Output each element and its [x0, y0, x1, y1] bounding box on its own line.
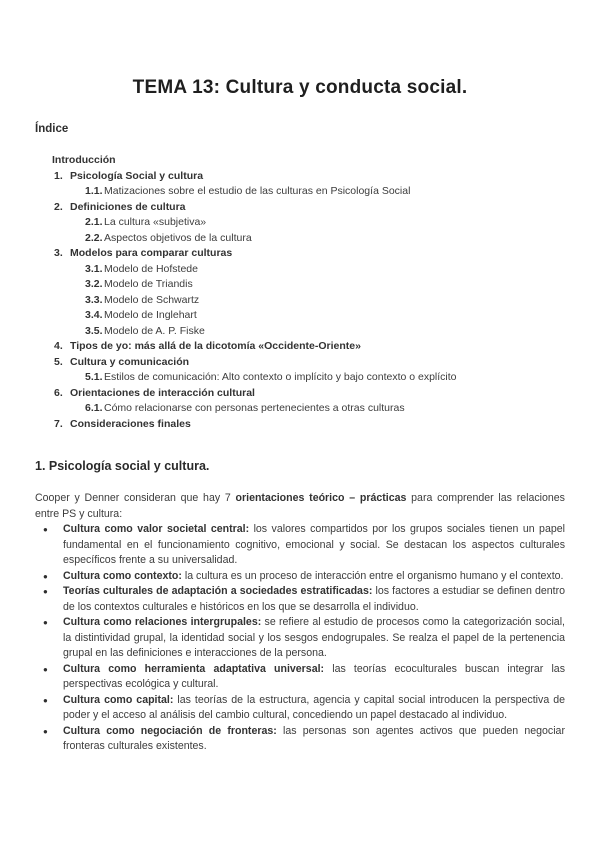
bullet-item-negociacion-fronteras	[35, 724, 565, 755]
index-item-introduccion	[52, 153, 565, 169]
bullet-icon: ●	[43, 587, 48, 596]
index-item-number: 2.1.	[85, 216, 103, 228]
bullet-item-contexto	[35, 569, 565, 585]
index-item-1-1	[85, 184, 565, 200]
bullet-lead: Cultura como valor societal central:	[63, 523, 250, 535]
bullet-icon: ●	[43, 664, 48, 674]
page-title: TEMA 13: Cultura y conducta social.	[132, 77, 468, 98]
index-item-number: 6.	[54, 386, 63, 399]
index-item-label: Orientaciones de interacción cultural	[70, 386, 255, 399]
index-item-label: La cultura «subjetiva»	[104, 216, 207, 228]
bullet-lead: Cultura como herramienta adaptativa universal:	[63, 662, 325, 675]
index-item-number: 5.1.	[85, 371, 103, 383]
bullet-text: las teorías ecoculturales buscan integrar las perspectivas ecológica y cultural.	[63, 662, 565, 690]
index-item-label: Aspectos objetivos de la cultura	[104, 231, 252, 244]
index-item-3	[54, 246, 565, 262]
index-item-label: Matizaciones sobre el estudio de las culturas en Psicología Social	[104, 185, 411, 197]
bullet-text: las personas son agentes activos que pueden negociar fronteras culturales existentes.	[63, 724, 565, 752]
index-item-2-2	[85, 231, 565, 247]
intro-paragraph	[35, 491, 565, 522]
intro-text-post: para comprender las relaciones entre PS y cultura:	[35, 492, 565, 520]
index-item-number: 6.1.	[85, 402, 103, 414]
index-item-number: 3.1.	[85, 262, 103, 275]
index-item-label: Introducción	[52, 154, 116, 166]
bullet-lead: Cultura como capital:	[63, 693, 174, 706]
index-item-label: Modelo de Hofstede	[104, 262, 198, 275]
index-item-number: 3.4.	[85, 309, 103, 321]
index-item-6	[54, 386, 565, 402]
bullet-text: los valores compartidos por los grupos sociales tienen un papel fundamental en el funcionamiento cognitivo, emocional y social. Se destacan los aspectos culturales específicos frente a su universalidad.	[63, 523, 565, 566]
index-item-3-1	[85, 262, 565, 278]
bullet-item-herramienta-adaptativa	[35, 662, 565, 693]
intro-text-bold: orientaciones teórico – prácticas	[235, 492, 407, 504]
index-list	[35, 153, 565, 432]
index-item-5-1	[85, 370, 565, 386]
index-item-label: Modelos para comparar culturas	[70, 247, 233, 259]
index-item-number: 3.3.	[85, 293, 103, 306]
index-item-number: 4.	[54, 340, 63, 352]
bullet-icon: ●	[43, 618, 48, 627]
index-item-label: Psicología Social y cultura	[70, 169, 204, 182]
bullet-item-relaciones-intergrupales	[35, 615, 565, 662]
index-item-1	[54, 169, 565, 185]
bullet-lead: Cultura como contexto:	[63, 569, 182, 582]
index-item-5	[54, 355, 565, 371]
bullet-text: la cultura es un proceso de interacción entre el organismo humano y el contexto.	[181, 569, 564, 582]
bullet-icon: ●	[43, 525, 48, 534]
bullet-text: se refiere al estudio de procesos como la categorización social, la distintividad grupal, la identidad social y los sesgos endogrupales. Se realza el papel de la pertenencia grupal en las definiciones e interacciones de la persona.	[63, 616, 565, 659]
bullet-icon: ●	[43, 695, 48, 705]
index-item-label: Definiciones de cultura	[70, 200, 186, 213]
bullet-item-capital	[35, 693, 565, 724]
index-heading: Índice	[35, 123, 69, 135]
bullet-item-teorias-adaptacion	[35, 584, 565, 615]
index-item-label: Modelo de Inglehart	[104, 309, 197, 321]
index-item-number: 5.	[54, 355, 63, 368]
index-item-number: 7.	[54, 417, 63, 430]
section-heading: 1. Psicología social y cultura.	[35, 459, 210, 473]
index-item-number: 1.	[54, 169, 63, 182]
index-item-number: 3.	[54, 247, 63, 259]
index-item-6-1	[85, 401, 565, 417]
index-item-label: Cómo relacionarse con personas pertenecientes a otras culturas	[104, 402, 405, 414]
index-item-2-1	[85, 215, 565, 231]
index-item-label: Modelo de A. P. Fiske	[104, 324, 205, 337]
index-item-7	[54, 417, 565, 433]
index-item-number: 3.5.	[85, 324, 103, 337]
bullet-lead: Teorías culturales de adaptación a sociedades estratificadas:	[63, 585, 373, 597]
bullet-lead: Cultura como negociación de fronteras:	[63, 724, 277, 737]
index-item-number: 2.2.	[85, 231, 103, 244]
bullet-item-valor-societal	[35, 522, 565, 569]
index-item-number: 3.2.	[85, 278, 103, 290]
index-item-label: Cultura y comunicación	[70, 355, 190, 368]
index-item-label: Consideraciones finales	[70, 417, 191, 430]
bullet-icon: ●	[43, 571, 48, 581]
bullet-icon: ●	[43, 726, 48, 736]
orientations-bullet-list	[35, 522, 565, 755]
index-item-3-2	[85, 277, 565, 293]
index-item-number: 2.	[54, 200, 63, 213]
index-item-3-3	[85, 293, 565, 309]
index-item-number: 1.1.	[85, 185, 103, 197]
index-item-label: Estilos de comunicación: Alto contexto o implícito y bajo contexto o explícito	[104, 371, 457, 383]
bullet-text: las teorías de la estructura, agencia y capital social introducen la perspectiva de poder y el acceso al análisis del cambio cultural, concediendo un papel destacado al individuo.	[63, 693, 565, 721]
index-item-3-5	[85, 324, 565, 340]
intro-text-pre: Cooper y Denner consideran que hay 7	[35, 492, 236, 504]
index-item-label: Tipos de yo: más allá de la dicotomía «Occidente-Oriente»	[70, 340, 361, 352]
index-item-label: Modelo de Schwartz	[104, 293, 200, 306]
index-item-2	[54, 200, 565, 216]
index-item-3-4	[85, 308, 565, 324]
index-item-4	[54, 339, 565, 355]
bullet-lead: Cultura como relaciones intergrupales:	[63, 616, 262, 628]
bullet-text: los factores a estudiar se definen dentro de los contextos culturales e históricos en los que se desarrolla el individuo.	[63, 585, 565, 613]
index-item-label: Modelo de Triandis	[104, 278, 193, 290]
